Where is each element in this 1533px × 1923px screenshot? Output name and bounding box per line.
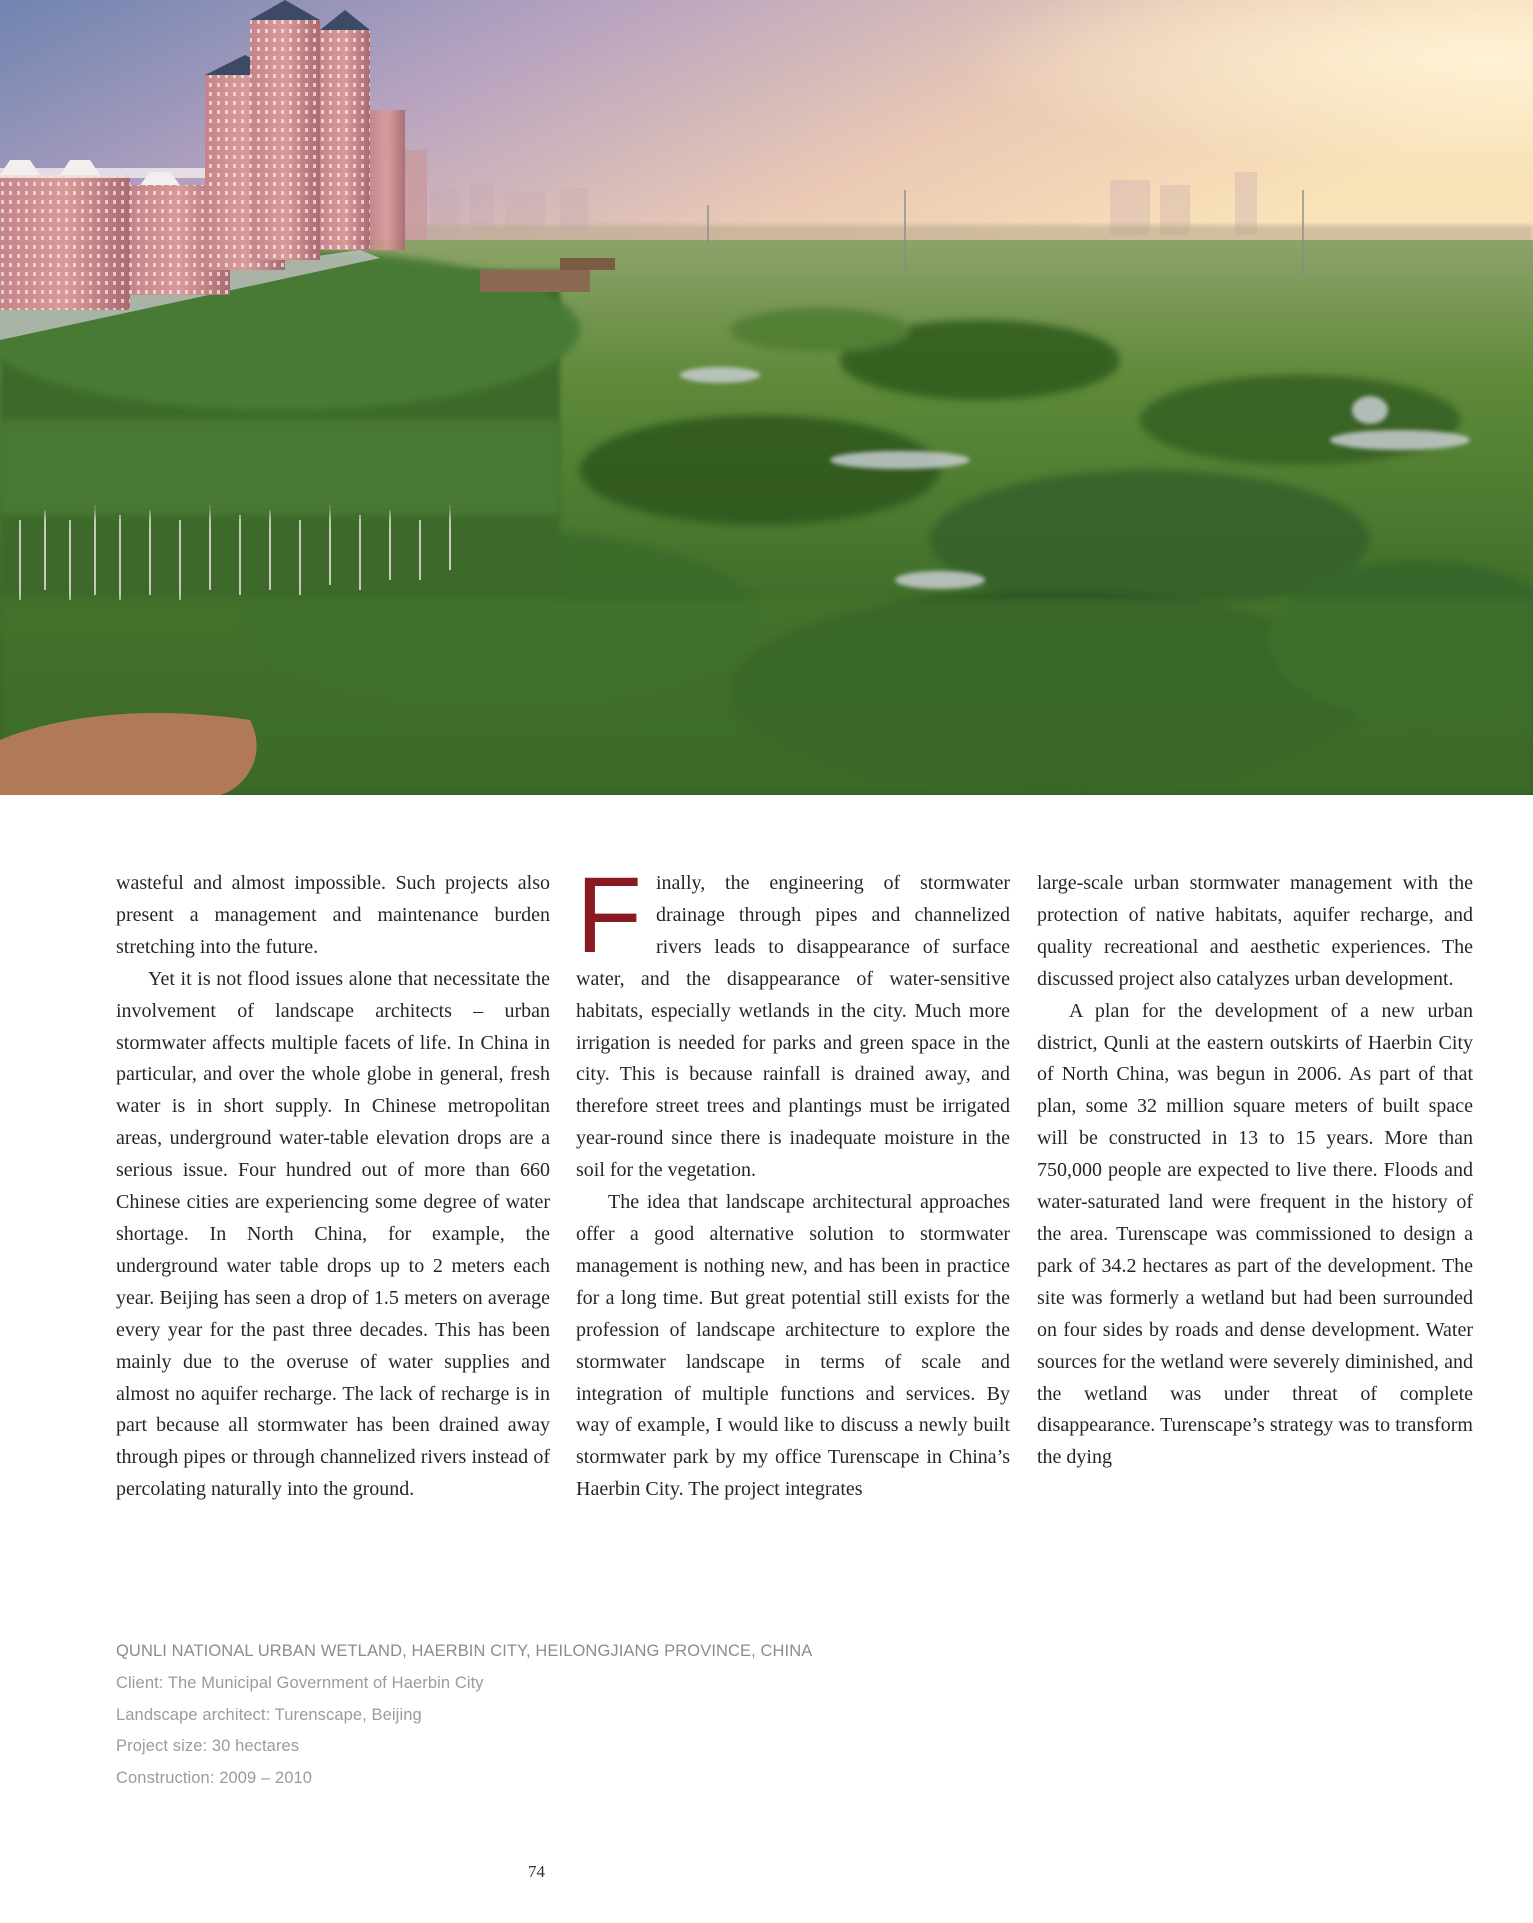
paragraph: wasteful and almost impossible. Such projects also present a management and maintenance burden stretching into the future. — [116, 872, 550, 958]
text-column-1 — [116, 868, 550, 1506]
credit-construction: Construction: 2009 – 2010 — [116, 1769, 313, 1788]
text-column-3 — [1037, 868, 1473, 1474]
hero-photo — [0, 0, 1533, 795]
paragraph — [576, 854, 1010, 1187]
text-column-2 — [576, 854, 1010, 1506]
credit-client: Client: The Municipal Government of Haerbin City — [116, 1673, 484, 1692]
project-credits — [116, 1636, 812, 1795]
credit-architect: Landscape architect: Turenscape, Beijing — [116, 1705, 422, 1724]
wetland-city-photo-icon — [0, 0, 1533, 795]
page-number: 74 — [528, 1862, 545, 1881]
paragraph: A plan for the development of a new urban district, Qunli at the eastern outskirts of Haerbin City of North China, was begun in 2006. As part of that plan, some 32 million square meters of built space will be constructed in 13 to 15 years. More than 750,000 people are expected to live there. Floods and water-saturated land were frequent in the history of the area. Turenscape was commissioned to design a park of 34.2 hectares as part of the development. The site was formerly a wetland but had been surrounded on four sides by roads and dense development. Water sources for the wetland were severely diminished, and the wetland was under threat of complete disappearance. Turenscape’s strategy was to transform the dying — [1037, 999, 1473, 1469]
project-title: QUNLI NATIONAL URBAN WETLAND, HAERBIN CITY, HEILONGJIANG PROVINCE, CHINA — [116, 1642, 813, 1660]
credit-size: Project size: 30 hectares — [116, 1737, 300, 1756]
paragraph: Yet it is not flood issues alone that necessitate the involvement of landscape architects – urban stormwater affects multiple facets of life. In China in particular, and over the whole globe in general, fresh water is in short supply. In Chinese metropolitan areas, underground water-table elevation drops are a serious issue. Four hundred out of more than 660 Chinese cities are experiencing some degree of water shortage. In North China, for example, the underground water table drops up to 2 meters each year. Beijing has seen a drop of 1.5 meters on average every year for the past three decades. This has been mainly due to the overuse of water supplies and almost no aquifer recharge. The lack of recharge is in part because all stormwater has been drained away through pipes or through channelized rivers instead of percolating naturally into the ground. — [116, 967, 550, 1501]
paragraph: The idea that landscape architectural approaches offer a good alternative solution to stormwater management is nothing new, and has been in practice for a long time. But great potential still exists for the profession of landscape architecture to explore the stormwater landscape in terms of scale and integration of multiple functions and services. By way of example, I would like to discuss a newly built stormwater park by my office Turenscape in China’s Haerbin City. The project integrates — [576, 1191, 1010, 1501]
paragraph: large-scale urban stormwater management with the protection of native habitats, aquifer recharge, and quality recreational and aesthetic experiences. The discussed project also catalyzes urban development. — [1037, 872, 1473, 990]
drop-cap: F — [576, 854, 642, 975]
paragraph-text: inally, the engineering of stormwater drainage through pipes and channelized rivers leads to disappearance of surface water, and the disappearance of water-sensitive habitats, especially wetlands in the city. Much more irrigation is needed for parks and green space in the city. This is because rainfall is drained away, and therefore street trees and plantings must be irrigated year-round since there is inadequate moisture in the soil for the vegetation. — [576, 872, 1010, 1182]
